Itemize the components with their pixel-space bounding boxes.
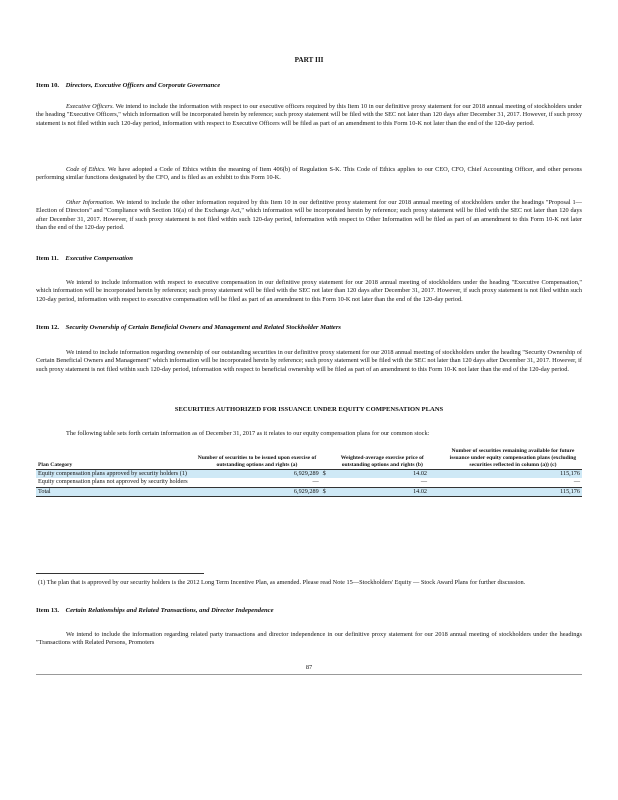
col-header-c: Number of securities remaining available for future issuance under equity compensation plans (excluding securities reflected in column (a)) (c) <box>444 448 582 470</box>
page-bottom-rule <box>36 674 582 675</box>
row-dollar: $ <box>321 470 336 479</box>
item12-label: Item 12. <box>36 324 60 331</box>
row-value-c: — <box>573 478 580 486</box>
equity-compensation-table <box>36 448 582 497</box>
row-value-c: 115,176 <box>444 487 582 496</box>
securities-heading: SECURITIES AUTHORIZED FOR ISSUANCE UNDER EQUITY COMPENSATION PLANS <box>174 406 444 413</box>
row-value-b: 14.02 <box>336 487 429 496</box>
item13-paragraph: We intend to include the information regarding related party transactions and director independence in our definitive proxy statement for our 2018 annual meeting of stockholders under the headings "Transactions with Related Persons, Promoters <box>36 631 582 647</box>
exec-officers-heading: Executive Officers. <box>66 103 115 110</box>
exec-officers-text: We intend to include the information with respect to our executive officers required by this Item 10 in our definitive proxy statement for our 2018 annual meeting of stockholders under the heading "Executive Officers," which information will be incorporated herein by reference; such proxy statement will be filed with the SEC not later than 120 days after December 31, 2017. However, if such proxy statement is not filed within such 120-day period, information with respect to Executive Officers will be filed as part of an amendment to this Form 10-K not later than the end of the 120-day period. <box>36 103 583 127</box>
item10-exec-paragraph <box>36 103 582 128</box>
row-value-a: 6,929,289 <box>193 470 320 479</box>
item12-heading <box>36 324 582 332</box>
table-header-row <box>36 448 582 470</box>
col-header-a: Number of securities to be issued upon exercise of outstanding options and rights (a) <box>193 448 320 470</box>
item13-label: Item 13. <box>36 607 60 614</box>
row-value-b: — <box>420 478 427 486</box>
other-info-heading: Other Information. <box>66 199 115 206</box>
item13-title: Certain Relationships and Related Transactions, and Director Independence <box>65 607 274 614</box>
securities-intro: The following table sets forth certain information as of December 31, 2017 as it relates to our equity compensation plans for our common stock: <box>66 430 430 437</box>
col-header-b: Weighted-average exercise price of outstanding options and rights (b) <box>336 448 429 470</box>
footnote-divider <box>36 573 204 574</box>
part-title: PART III <box>294 56 324 64</box>
footnote-1: (1) The plan that is approved by our security holders is the 2012 Long Term Incentive Plan, as amended. Please read Note 15—Stockholders' Equity — Stock Award Plans for further discussion. <box>38 579 526 586</box>
row-value-c: 115,176 <box>444 470 582 479</box>
row-value-a: 6,929,289 <box>193 487 320 496</box>
item13-heading <box>36 607 582 615</box>
item12-paragraph: We intend to include information regarding ownership of our outstanding securities in our definitive proxy statement for our 2018 annual meeting of stockholders under the heading "Security Ownership of Certain Beneficial Owners and Management" which information will be incorporated herein by reference; such proxy statement will be filed with the SEC not later than 120 days after December 31, 2017. However, if such proxy statement is not filed within such 120-day period, information with respect to beneficial ownership will be filed as part of an amendment to this Form 10-K not later than the end of the 120-day period. <box>36 349 582 373</box>
item10-title: Directors, Executive Officers and Corporate Governance <box>65 82 221 89</box>
other-info-text: We intend to include the other information required by this Item 10 in our definitive proxy statement for our 2018 annual meeting of stockholders under the headings "Proposal 1—Election of Directors" and "Compliance with Section 16(a) of the Exchange Act," which information will be incorporated herein by reference; such proxy statement will be filed with the SEC not later than 120 days after December 31, 2017. However, if such proxy statement is not filed within such 120-day period, information with respect to Other Information will be filed as part of an amendment to this Form 10-K not later than the end of the 120-day period. <box>36 199 582 232</box>
table-row <box>36 478 582 487</box>
item11-title: Executive Compensation <box>65 255 133 262</box>
item10-ethics-paragraph <box>36 166 582 183</box>
item10-heading <box>36 82 582 90</box>
table-total-row <box>36 487 582 496</box>
page-number: 87 <box>305 664 313 671</box>
item11-heading <box>36 255 582 263</box>
code-of-ethics-text: We have adopted a Code of Ethics within the meaning of Item 406(b) of Regulation S-K. This Code of Ethics applies to our CEO, CFO, Chief Accounting Officer, and other persons performing similar functions designated by the CFO, and is filed as an exhibit to this Form 10-K. <box>36 166 583 182</box>
row-value-a: — <box>312 478 319 486</box>
item11-paragraph: We intend to include information with respect to executive compensation in our definitive proxy statement for our 2018 annual meeting of stockholders under the heading "Executive Compensation," which information will be incorporated herein by reference; such proxy statement will be filed with the SEC not later than 120 days after December 31, 2017. However, if such proxy statement is not filed within such 120-day period, information with respect to executive compensation will be filed as part of an amendment to this Form 10-K not later than the end of the 120-day period. <box>36 279 582 303</box>
col-header-category: Plan Category <box>36 448 193 470</box>
row-dollar: $ <box>321 487 336 496</box>
item11-label: Item 11. <box>36 255 59 262</box>
item10-label: Item 10. <box>36 82 60 89</box>
row-value-b: 14.02 <box>336 470 429 479</box>
table-row <box>36 470 582 479</box>
item10-other-paragraph <box>36 199 582 233</box>
item12-title: Security Ownership of Certain Beneficial Owners and Management and Related Stockholder Matters <box>65 324 341 331</box>
code-of-ethics-heading: Code of Ethics. <box>66 166 106 173</box>
row-category: Equity compensation plans not approved by security holders <box>38 478 188 486</box>
row-dollar <box>321 478 336 487</box>
row-category: Total <box>36 487 193 496</box>
row-category: Equity compensation plans approved by security holders (1) <box>36 470 193 479</box>
